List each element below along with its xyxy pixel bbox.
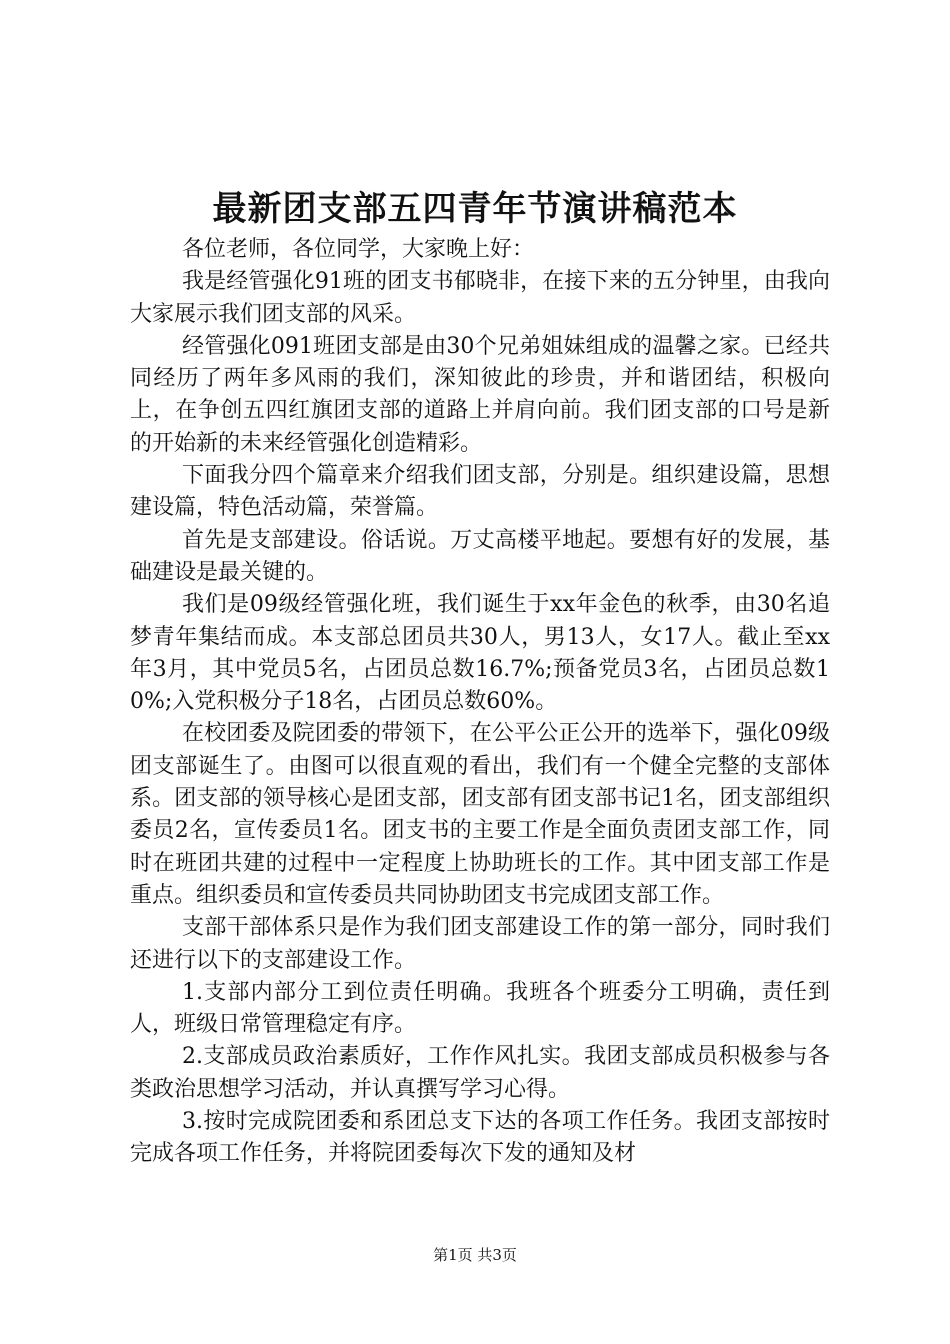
paragraph-cadre-system: 支部干部体系只是作为我们团支部建设工作的第一部分，同时我们还进行以下的支部建设工作。 (130, 915, 830, 973)
paragraph-branch-building: 首先是支部建设。俗话说。万丈高楼平地起。要想有好的发展，基础建设是最关键的。 (130, 527, 830, 585)
paragraph-greeting: 各位老师，各位同学，大家晚上好： (182, 237, 535, 262)
paragraph-item-1: 1.支部内部分工到位责任明确。我班各个班委分工明确，责任到人，班级日常管理稳定有序。 (130, 979, 830, 1038)
paragraph-branch-overview: 经管强化091班团支部是由30个兄弟姐妹组成的温馨之家。已经共同经历了两年多风雨的我们，深知彼此的珍贵，并和谐团结，积极向上，在争创五四红旗团支部的道路上并肩向前。我们团支部的口号是新的开始新的未来经管强化创造精彩。 (130, 333, 830, 456)
paragraph-intro: 我是经管强化91班的团支书郁晓非，在接下来的五分钟里，由我向大家展示我们团支部的风采。 (130, 269, 830, 327)
paragraph-item-2: 2.支部成员政治素质好，工作作风扎实。我团支部成员积极参与各类政治思想学习活动，并认真撰写学习心得。 (130, 1044, 830, 1102)
page-footer: 第1页 共3页 (433, 1246, 517, 1264)
paragraph-four-chapters: 下面我分四个篇章来介绍我们团支部，分别是。组织建设篇，思想建设篇，特色活动篇，荣誉篇。 (130, 463, 830, 521)
paragraph-organization: 在校团委及院团委的带领下，在公平公正公开的选举下，强化09级团支部诞生了。由图可以很直观的看出，我们有一个健全完整的支部体系。团支部的领导核心是团支部，团支部有团支部书记1名，团支部组织委员2名，宣传委员1名。团支书的主要工作是全面负责团支部工作，同时在班团共建的过程中一定程度上协助班长的工作。其中团支部工作是重点。组织委员和宣传委员共同协助团支书完成团支部工作。 (130, 721, 830, 908)
paragraph-item-3: 3.按时完成院团委和系团总支下达的各项工作任务。我团支部按时完成各项工作任务，并将院团委每次下发的通知及材 (130, 1109, 830, 1167)
document-body (130, 234, 830, 1171)
paragraph-member-stats: 我们是09级经管强化班，我们诞生于xx年金色的秋季，由30名追梦青年集结而成。本支部总团员共30人，男13人，女17人。截止至xx年3月，其中党员5名，占团员总数16.7%;预备党员3名，占团员总数10%;入党积极分子18名，占团员总数60%。 (130, 592, 830, 715)
document-title: 最新团支部五四青年节演讲稿范本 (212, 189, 738, 229)
